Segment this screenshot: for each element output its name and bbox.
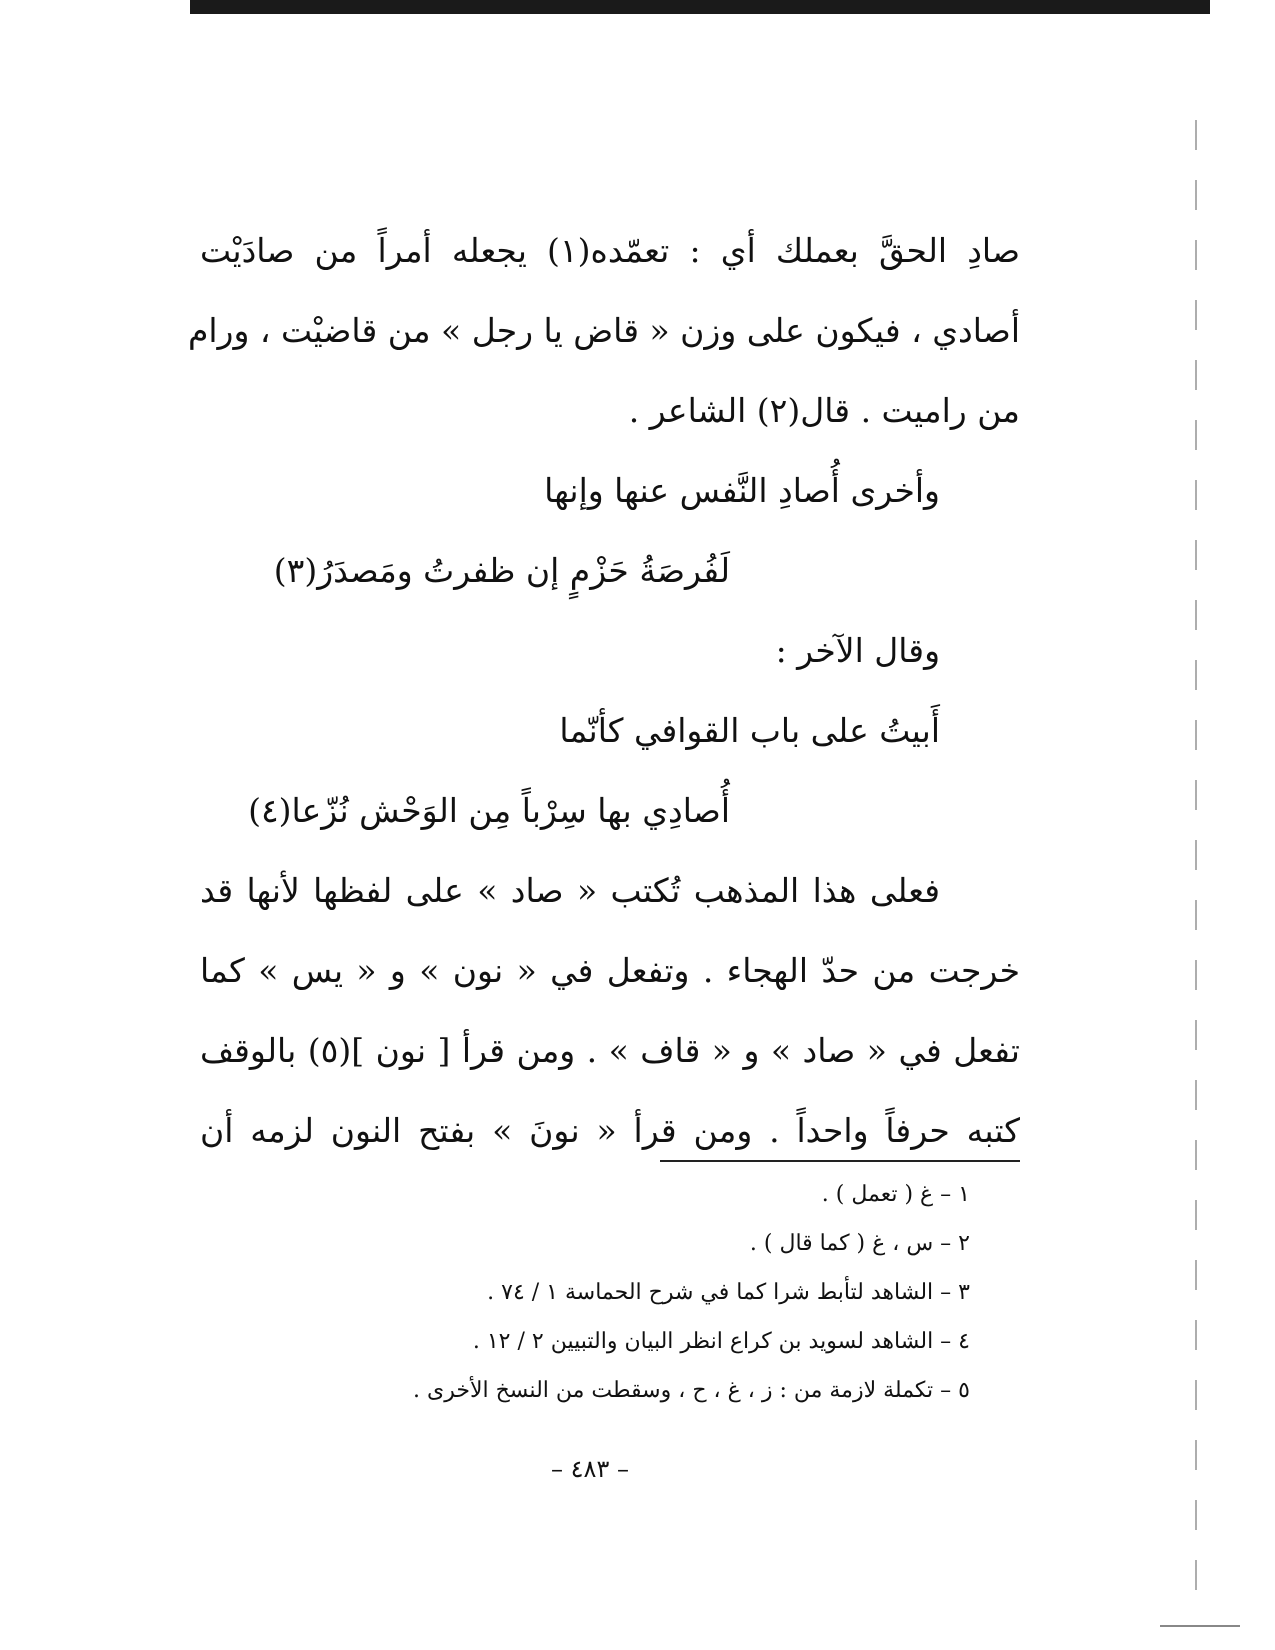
paragraph-line: خرجت من حدّ الهجاء . وتفعل في « نون » و « يس » كما [200,951,1020,990]
verse-1-hemistich-1: وأخرى أُصادِ النَّفس عنها وإنها [544,471,940,510]
scan-right-edge [1195,120,1197,1620]
page-body [187,230,1020,1190]
verse-2-hemistich-1: أَبيتُ على باب القوافي كأنّما [559,711,940,750]
verse-2-hemistich-2: أُصادِي بها سِرْباً مِن الوَحْش نُزّعا(٤) [248,791,730,830]
verse-1-hemistich-2: لَفُرصَةُ حَزْمٍ إن ظفرتُ ومَصدَرُ(٣) [273,551,730,590]
body-line: أصادي ، فيكون على وزن « قاض يا رجل » من قاضيْت ، ورام [187,311,1020,350]
scan-bottom-edge [1160,1625,1240,1627]
verse-2-intro: وقال الآخر : [775,631,940,670]
paragraph-line: تفعل في « صاد » و « قاف » . ومن قرأ [ نون ](٥) بالوقف [200,1031,1020,1070]
footnote-1: ١ – غ ( تعمل ) . [821,1182,970,1207]
page-number: – ٤٨٣ – [551,1455,629,1483]
footnote-3: ٣ – الشاهد لتأبط شرا كما في شرح الحماسة ١ / ٧٤ . [487,1280,970,1305]
footnote-4: ٤ – الشاهد لسويد بن كراع انظر البيان والتبيين ٢ / ١٢ . [472,1329,970,1354]
footnote-5: ٥ – تكملة لازمة من : ز ، غ ، ح ، وسقطت من النسخ الأخرى . [413,1378,970,1403]
footnotes [240,1180,970,1425]
footnote-2: ٢ – س ، غ ( كما قال ) . [749,1231,970,1256]
scan-top-edge [190,0,1210,14]
body-line: صادِ الحقَّ بعملك أي : تعمّده(١) يجعله أمراً من صادَيْت [200,231,1020,270]
paragraph-line: كتبه حرفاً واحداً . ومن قرأ « نونَ » بفتح النون لزمه أن [200,1111,1020,1150]
footnote-separator [660,1160,1020,1162]
paragraph-line: فعلى هذا المذهب تُكتب « صاد » على لفظها لأنها قد [200,871,940,910]
body-line: من راميت . قال(٢) الشاعر . [628,391,1020,430]
